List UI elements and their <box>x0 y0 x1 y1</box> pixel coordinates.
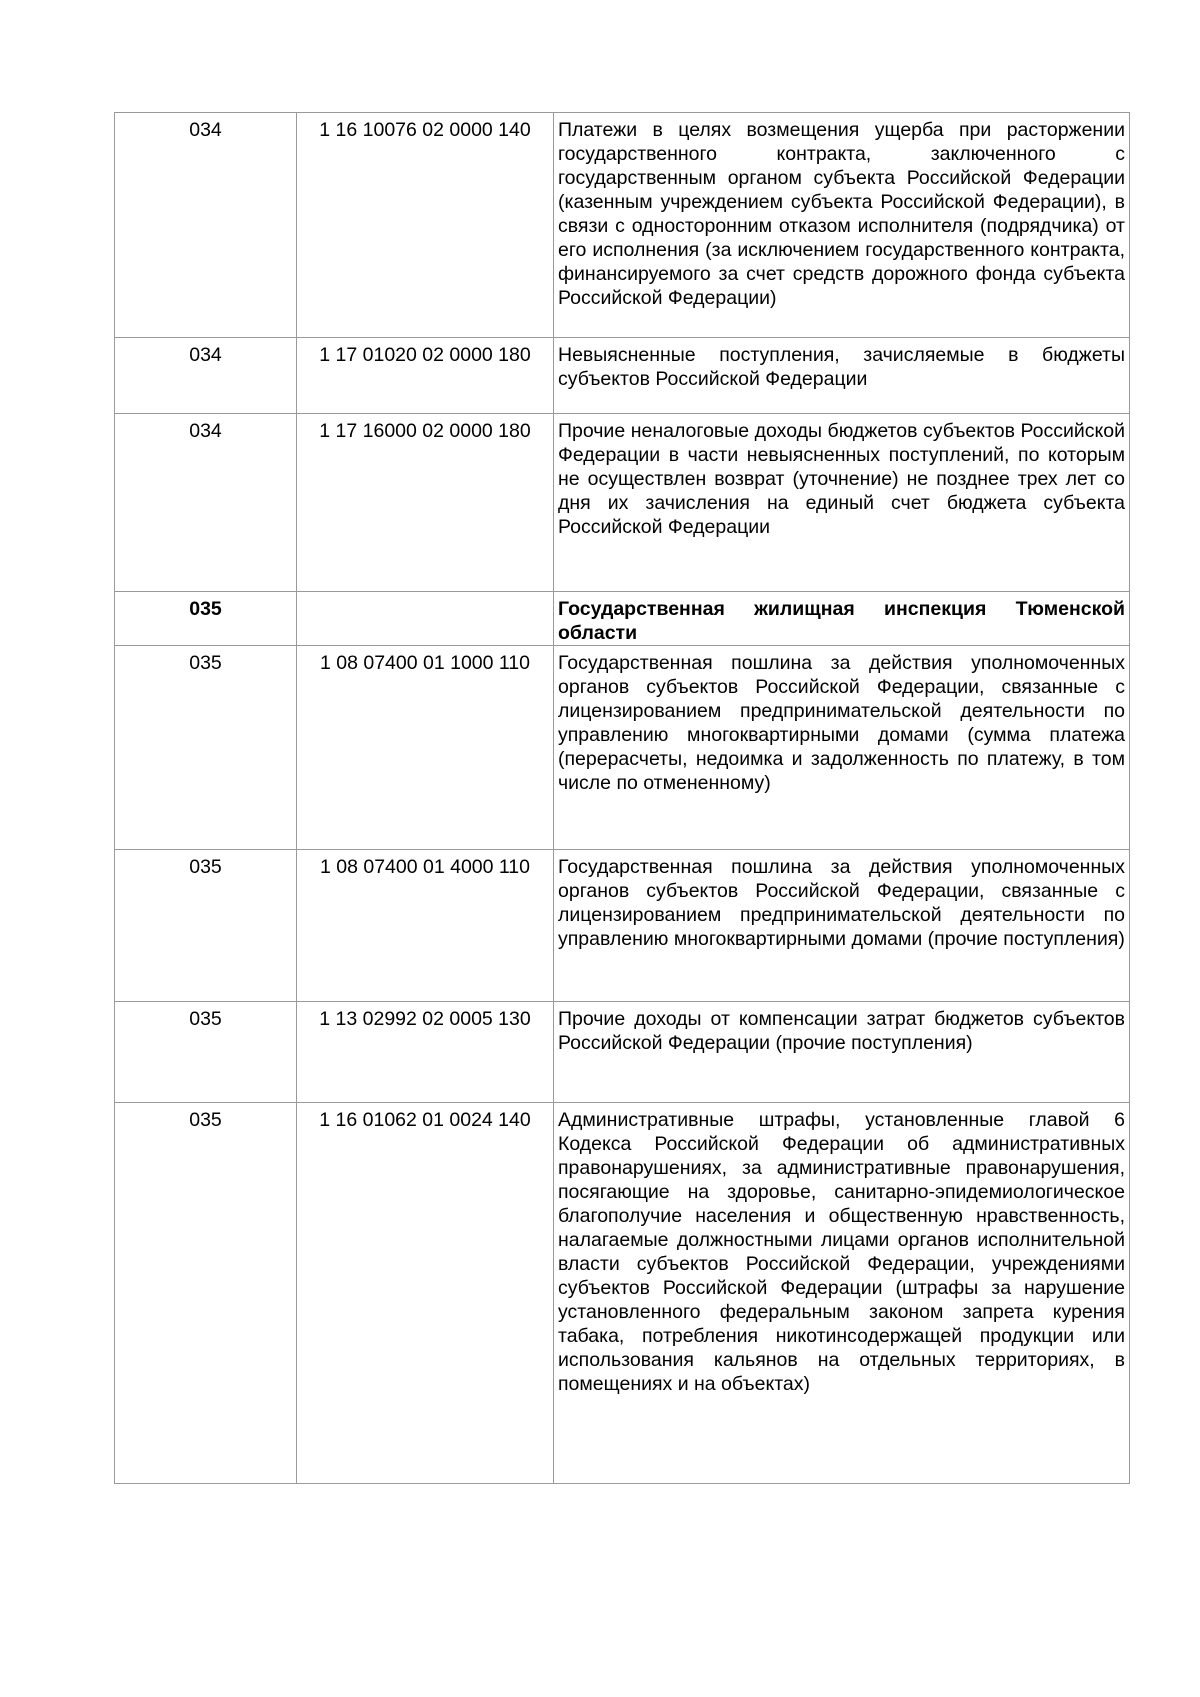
budget-codes-table <box>114 112 1130 1484</box>
income-name-cell: Прочие неналоговые доходы бюджетов субъектов Российской Федерации в части невыясненных поступлений, по которым не осуществлен возврат (уточнение) не позднее трех лет со дня их зачисления на единый счет бюджета субъекта Российской Федерации <box>554 414 1130 592</box>
income-name-cell: Государственная пошлина за действия уполномоченных органов субъектов Российской Федерации, связанные с лицензированием предпринимательской деятельности по управлению многоквартирными домами (сумма платежа (перерасчеты, недоимка и задолженность по платежу, в том числе по отмененному) <box>554 646 1130 850</box>
income-name-cell: Административные штрафы, установленные главой 6 Кодекса Российской Федерации об административных правонарушениях, за административные правонарушения, посягающие на здоровье, санитарно-эпидемиологическое благополучие населения и общественную нравственность, налагаемые должностными лицами органов исполнительной власти субъектов Российской Федерации, учреждениями субъектов Российской Федерации (штрафы за нарушение установленного федеральным законом запрета курения табака, потребления никотинсодержащей продукции или использования кальянов на отдельных территориях, в помещениях и на объектах) <box>554 1103 1130 1484</box>
income-code-cell: 1 17 01020 02 0000 180 <box>297 338 554 414</box>
admin-code-cell: 034 <box>115 414 297 592</box>
income-name-cell: Государственная пошлина за действия уполномоченных органов субъектов Российской Федерации, связанные с лицензированием предпринимательской деятельности по управлению многоквартирными домами (прочие поступления) <box>554 850 1130 1002</box>
agency-name-cell: Государственная жилищная инспекция Тюменской области <box>554 592 1130 646</box>
table-row-heading <box>115 592 1130 646</box>
admin-code-cell: 034 <box>115 338 297 414</box>
table-row <box>115 1103 1130 1484</box>
admin-code-cell: 035 <box>115 850 297 1002</box>
table-row <box>115 850 1130 1002</box>
income-code-cell <box>297 592 554 646</box>
admin-code-cell: 035 <box>115 1103 297 1484</box>
admin-code-cell: 034 <box>115 113 297 338</box>
table-row <box>115 338 1130 414</box>
table-row <box>115 646 1130 850</box>
table-row <box>115 1002 1130 1103</box>
income-code-cell: 1 13 02992 02 0005 130 <box>297 1002 554 1103</box>
income-code-cell: 1 17 16000 02 0000 180 <box>297 414 554 592</box>
admin-code-cell: 035 <box>115 592 297 646</box>
income-name-cell: Невыясненные поступления, зачисляемые в бюджеты субъектов Российской Федерации <box>554 338 1130 414</box>
admin-code-cell: 035 <box>115 1002 297 1103</box>
income-name-cell: Прочие доходы от компенсации затрат бюджетов субъектов Российской Федерации (прочие поступления) <box>554 1002 1130 1103</box>
income-code-cell: 1 16 10076 02 0000 140 <box>297 113 554 338</box>
income-code-cell: 1 08 07400 01 4000 110 <box>297 850 554 1002</box>
admin-code-cell: 035 <box>115 646 297 850</box>
income-code-cell: 1 16 01062 01 0024 140 <box>297 1103 554 1484</box>
income-name-cell: Платежи в целях возмещения ущерба при расторжении государственного контракта, заключенного с государственным органом субъекта Российской Федерации (казенным учреждением субъекта Российской Федерации), в связи с односторонним отказом исполнителя (подрядчика) от его исполнения (за исключением государственного контракта, финансируемого за счет средств дорожного фонда субъекта Российской Федерации) <box>554 113 1130 338</box>
income-code-cell: 1 08 07400 01 1000 110 <box>297 646 554 850</box>
table-row <box>115 113 1130 338</box>
table-row <box>115 414 1130 592</box>
table-body <box>115 113 1130 1484</box>
